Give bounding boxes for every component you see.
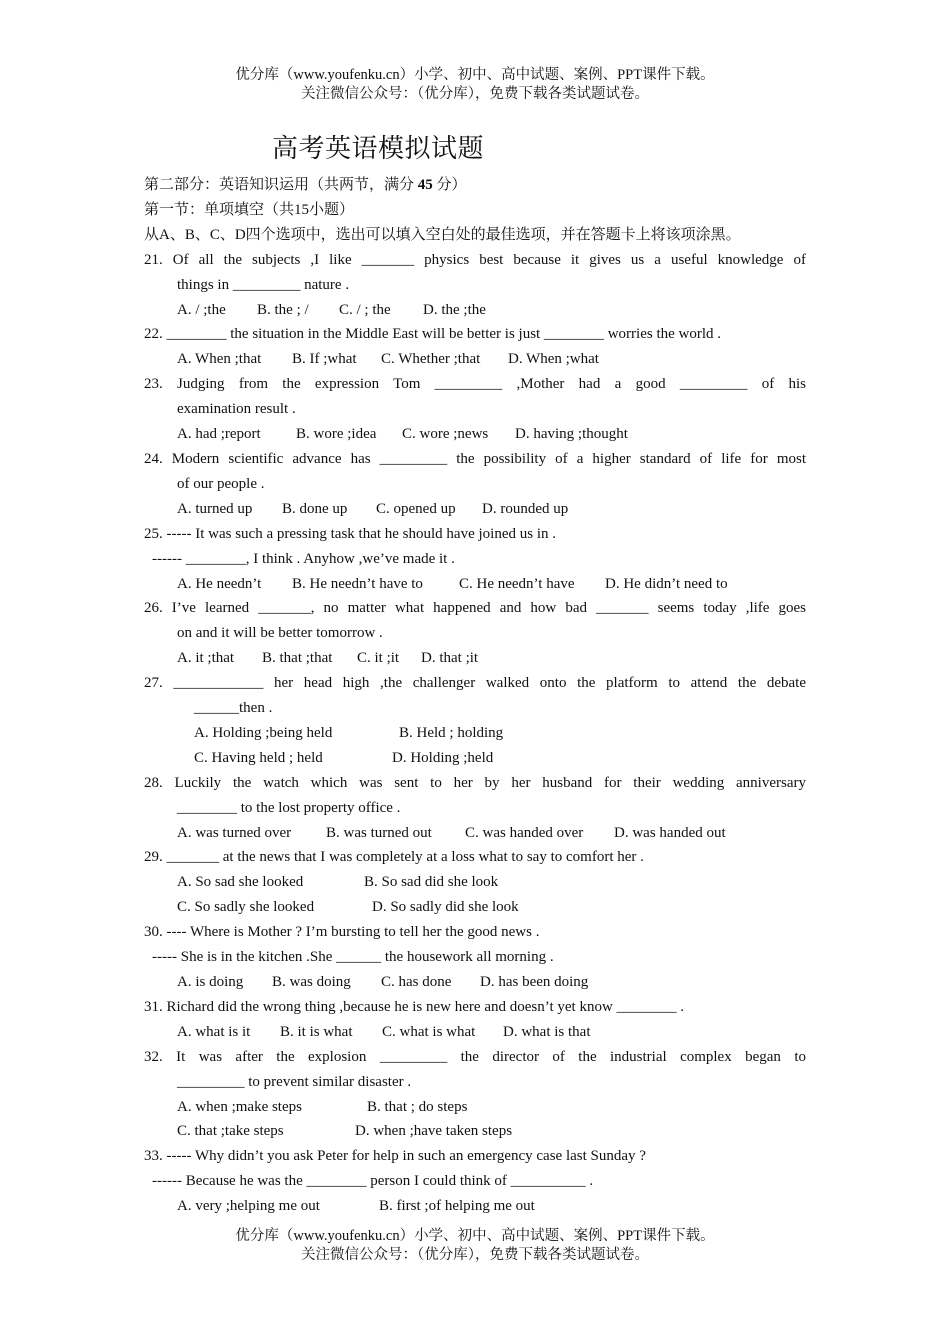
question-29-options-row-1 <box>144 870 806 895</box>
option-a: A. turned up <box>177 500 253 517</box>
option-b: B. wore ;idea <box>296 426 377 443</box>
option-a: A. When ;that <box>177 351 262 368</box>
question-25-options <box>144 572 806 597</box>
option-d: D. having ;thought <box>515 426 628 443</box>
page-footer <box>0 1227 950 1265</box>
question-32-stem-cont: _________ to prevent similar disaster . <box>177 1073 412 1090</box>
option-a: A. Holding ;being held <box>194 724 333 741</box>
question-28-stem-cont: ________ to the lost property office . <box>177 799 401 816</box>
option-b: B. Held ; holding <box>399 724 504 741</box>
exam-body <box>144 173 806 1219</box>
question-30-response: ----- She is in the kitchen .She ______ the housework all morning . <box>152 949 554 966</box>
option-d: D. rounded up <box>482 500 569 517</box>
option-a: A. it ;that <box>177 650 235 667</box>
question-24-options <box>144 497 806 522</box>
header-line-2: 关注微信公众号：（优分库），免费下载各类试题试卷。 <box>301 86 649 102</box>
question-27-options-row-2 <box>144 746 806 771</box>
instruction: 从A、B、C、D四个选项中，选出可以填入空白处的最佳选项，并在答题卡上将该项涂黑。 <box>144 226 741 243</box>
question-27-options-row-1 <box>144 721 806 746</box>
question-32-options-row-1 <box>144 1095 806 1120</box>
option-b: B. was doing <box>272 974 351 990</box>
option-c: C. He needn’t have <box>459 575 575 592</box>
option-b: B. first ;of helping me out <box>379 1198 535 1215</box>
question-30-options <box>144 970 806 995</box>
option-c: C. Having held ; held <box>194 749 323 766</box>
question-21-options <box>144 298 806 323</box>
option-b: B. He needn’t have to <box>292 575 423 592</box>
question-25-stem: 25. ----- It was such a pressing task that he should have joined us in . <box>144 525 556 542</box>
question-33-options <box>144 1194 806 1219</box>
option-b: B. If ;what <box>292 351 357 368</box>
footer-line-1: 优分库（www.youfenku.cn）小学、初中、高中试题、案例、PPT课件下载。 <box>235 1228 715 1244</box>
page-title: 高考英语模拟试题 <box>272 134 485 163</box>
option-a: A. / ;the <box>177 301 226 318</box>
option-c: C. has done <box>381 974 452 990</box>
option-c: C. was handed over <box>465 824 584 841</box>
question-30-stem: 30. ---- Where is Mother ? I’m bursting to tell her the good news . <box>144 924 540 941</box>
question-26-stem-cont: on and it will be better tomorrow . <box>177 625 383 642</box>
option-d: D. Holding ;held <box>392 749 494 766</box>
option-c: C. opened up <box>376 500 456 517</box>
question-26-stem: 26. I’ve learned _______, no matter what happened and how bad _______ seems today ,life goes <box>144 600 806 617</box>
option-d: D. He didn’t need to <box>605 575 728 592</box>
option-c: C. wore ;news <box>402 426 489 443</box>
question-32-options-row-2 <box>144 1119 806 1144</box>
header-line-1: 优分库（www.youfenku.cn）小学、初中、高中试题、案例、PPT课件下载。 <box>235 67 715 83</box>
option-b: B. it is what <box>280 1023 353 1040</box>
option-b: B. done up <box>282 500 348 517</box>
option-a: A. very ;helping me out <box>177 1198 320 1215</box>
option-d: D. that ;it <box>421 650 479 667</box>
subsection-heading: 第一节：单项填空（共15小题） <box>144 201 355 218</box>
option-c: C. So sadly she looked <box>177 899 315 916</box>
footer-line-2: 关注微信公众号：（优分库），免费下载各类试题试卷。 <box>301 1247 649 1263</box>
question-29-options-row-2 <box>144 895 806 920</box>
question-23-stem: 23. Judging from the expression Tom _________ ,Mother had a good _________ of his <box>144 376 806 393</box>
option-c: C. that ;take steps <box>177 1123 284 1140</box>
question-22-options <box>144 347 806 372</box>
question-29-stem: 29. _______ at the news that I was completely at a loss what to say to comfort her . <box>144 849 644 866</box>
option-c: C. Whether ;that <box>381 351 481 368</box>
option-a: A. He needn’t <box>177 575 262 592</box>
question-31-options <box>144 1020 806 1045</box>
option-d: D. was handed out <box>614 824 726 841</box>
question-27-stem-cont: ______then . <box>194 700 273 717</box>
option-d: D. what is that <box>503 1023 591 1040</box>
question-24-stem: 24. Modern scientific advance has _________ the possibility of a higher standard of life for most <box>144 450 806 467</box>
question-28-stem: 28. Luckily the watch which was sent to her by her husband for their wedding anniversary <box>144 774 806 791</box>
option-a: A. So sad she looked <box>177 874 304 891</box>
option-d: D. when ;have taken steps <box>355 1123 513 1140</box>
option-a: A. was turned over <box>177 824 292 841</box>
option-b: B. the ; / <box>257 301 309 318</box>
question-33-stem: 33. ----- Why didn’t you ask Peter for help in such an emergency case last Sunday ? <box>144 1148 646 1165</box>
option-a: A. when ;make steps <box>177 1098 302 1115</box>
page-header <box>0 66 950 104</box>
option-b: B. So sad did she look <box>364 874 499 891</box>
question-26-options <box>144 646 806 671</box>
question-24-stem-cont: of our people . <box>177 475 265 492</box>
option-c: C. it ;it <box>357 650 400 667</box>
question-21-stem: 21. Of all the subjects ,I like _______ physics best because it gives us a useful knowledge of <box>144 251 806 268</box>
option-b: B. that ;that <box>262 650 333 667</box>
question-27-stem: 27. ____________ her head high ,the challenger walked onto the platform to attend the debate <box>144 675 806 692</box>
question-23-stem-cont: examination result . <box>177 401 296 418</box>
section-heading: 第二部分：英语知识运用（共两节，满分 45 分） <box>144 177 467 193</box>
option-b: B. was turned out <box>326 824 432 841</box>
question-32-stem: 32. It was after the explosion _________ the director of the industrial complex began to <box>144 1048 806 1065</box>
question-23-options <box>144 422 806 447</box>
option-d: D. So sadly did she look <box>372 899 519 916</box>
question-31-stem: 31. Richard did the wrong thing ,because he is new here and doesn’t yet know ________ . <box>144 998 685 1015</box>
option-d: D. When ;what <box>508 351 599 368</box>
option-d: D. has been doing <box>480 974 589 990</box>
question-22-stem: 22. ________ the situation in the Middle East will be better is just ________ worries the world . <box>144 326 722 343</box>
option-a: A. is doing <box>177 974 244 990</box>
option-a: A. had ;report <box>177 426 261 443</box>
question-21-stem-cont: things in _________ nature . <box>177 276 350 293</box>
option-b: B. that ; do steps <box>367 1098 468 1115</box>
option-a: A. what is it <box>177 1023 251 1040</box>
option-c: C. what is what <box>382 1023 476 1040</box>
question-25-response: ------ ________, I think . Anyhow ,we’ve made it . <box>152 550 455 567</box>
question-33-response: ------ Because he was the ________ person I could think of __________ . <box>152 1173 594 1190</box>
option-c: C. / ; the <box>339 301 391 318</box>
option-d: D. the ;the <box>423 301 486 318</box>
question-28-options <box>144 821 806 846</box>
